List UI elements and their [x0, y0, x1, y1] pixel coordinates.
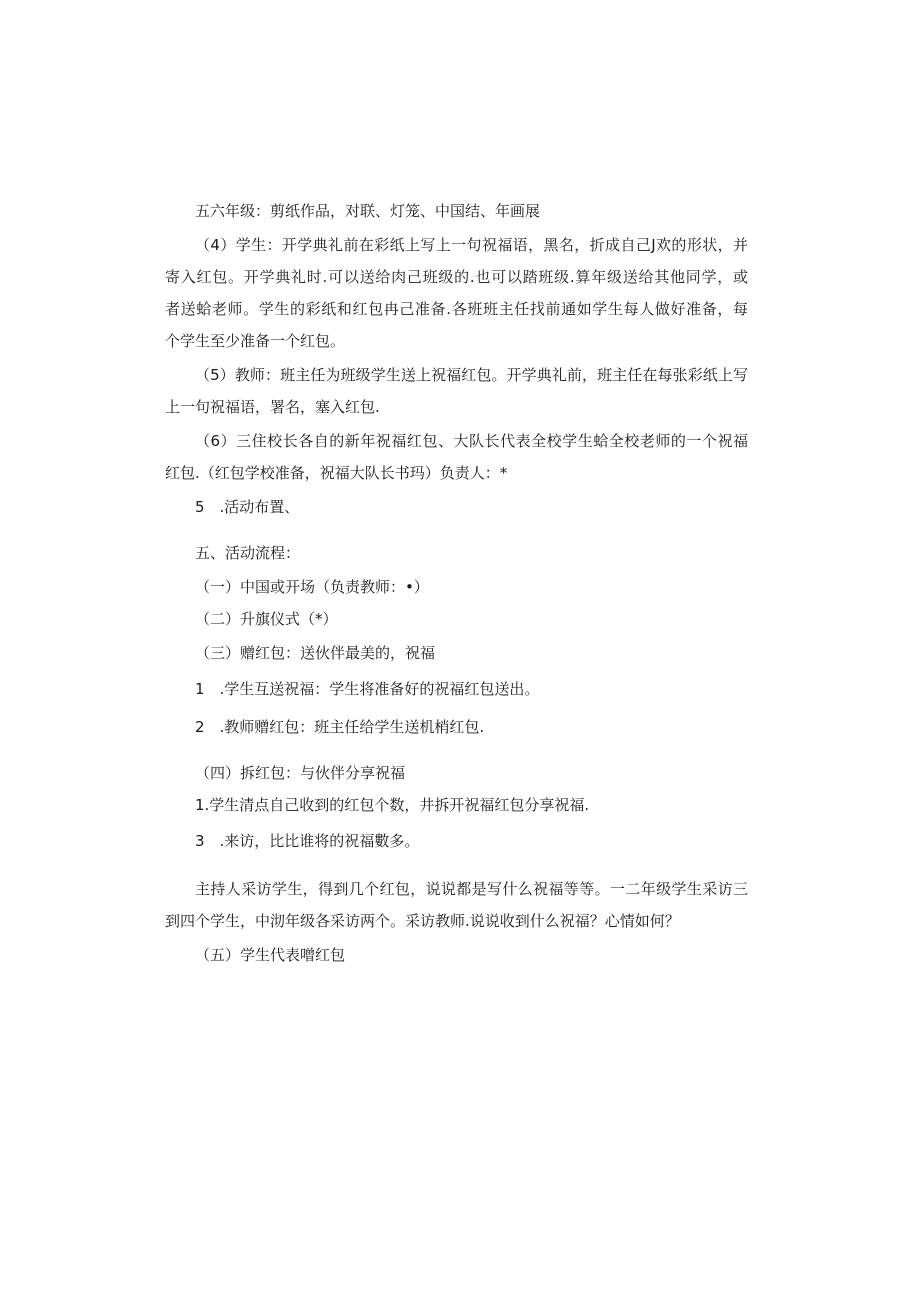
text-line: 1.学生清点自己收到的红包个数，井拆开祝福红包分享祝福.: [195, 796, 590, 814]
text-line: （6）三住校长各自的新年祝福红包、大队长代表全校学生蛤全校老师的一个祝福: [195, 432, 748, 450]
text-line: 红包.（红包学校准备，祝福大队长书玛）负责人：*: [165, 464, 508, 482]
text-line: 五、活动流程：: [195, 544, 301, 562]
text-line: （三）赠红包：送伙伴最美的，祝福: [195, 644, 436, 662]
text-line: （二）升旗仪式（*）: [195, 610, 338, 628]
text-line: 到四个学生，中沏年级各采访两个。采访教师.说说收到什么祝福？心情如何？: [165, 912, 680, 930]
text-line: 上一句祝福语，署名，塞入红包.: [165, 398, 380, 416]
text-line: 2 .教师赠红包：班主任给学生送机梢红包.: [195, 718, 485, 736]
text-line: （5）教师：班主任为班级学生送上祝福红包。开学典礼前，班主任在每张彩纸上写: [195, 366, 748, 384]
text-line: 寄入红包。开学典礼时.可以送给肉己班级的.也可以踏班级.算年级送给其他同学，或: [165, 268, 748, 286]
text-line: （四）拆红包：与伙伴分享祝福: [195, 764, 406, 782]
text-line: 个学生至少准备一个红包。: [165, 332, 346, 350]
text-line: 五六年级：剪纸作品，对联、灯笼、中国结、年画展: [195, 202, 541, 220]
text-line: （五）学生代表噌红包: [195, 946, 346, 964]
text-line: （一）中国或开场（负责教师：•）: [195, 578, 429, 596]
text-line: 者送蛤老师。学生的彩纸和红包冉己准备.各班班主任找前通如学生每人做好准备，每: [165, 300, 748, 318]
text-line: 主持人采访学生，得到几个红包，说说都是写什么祝福等等。一二年级学生采访三: [195, 880, 748, 898]
text-line: 3 .来访，比比谁将的祝福數多。: [195, 832, 420, 850]
text-line: 1 .学生互送祝福：学生将准备好的祝福红包送出。: [195, 680, 540, 698]
text-line: （4）学生：开学典礼前在彩纸上写上一句祝福语，黑名，折成自己J欢的形状，并: [195, 236, 748, 254]
text-line: 5 .活动布置、: [195, 498, 300, 516]
